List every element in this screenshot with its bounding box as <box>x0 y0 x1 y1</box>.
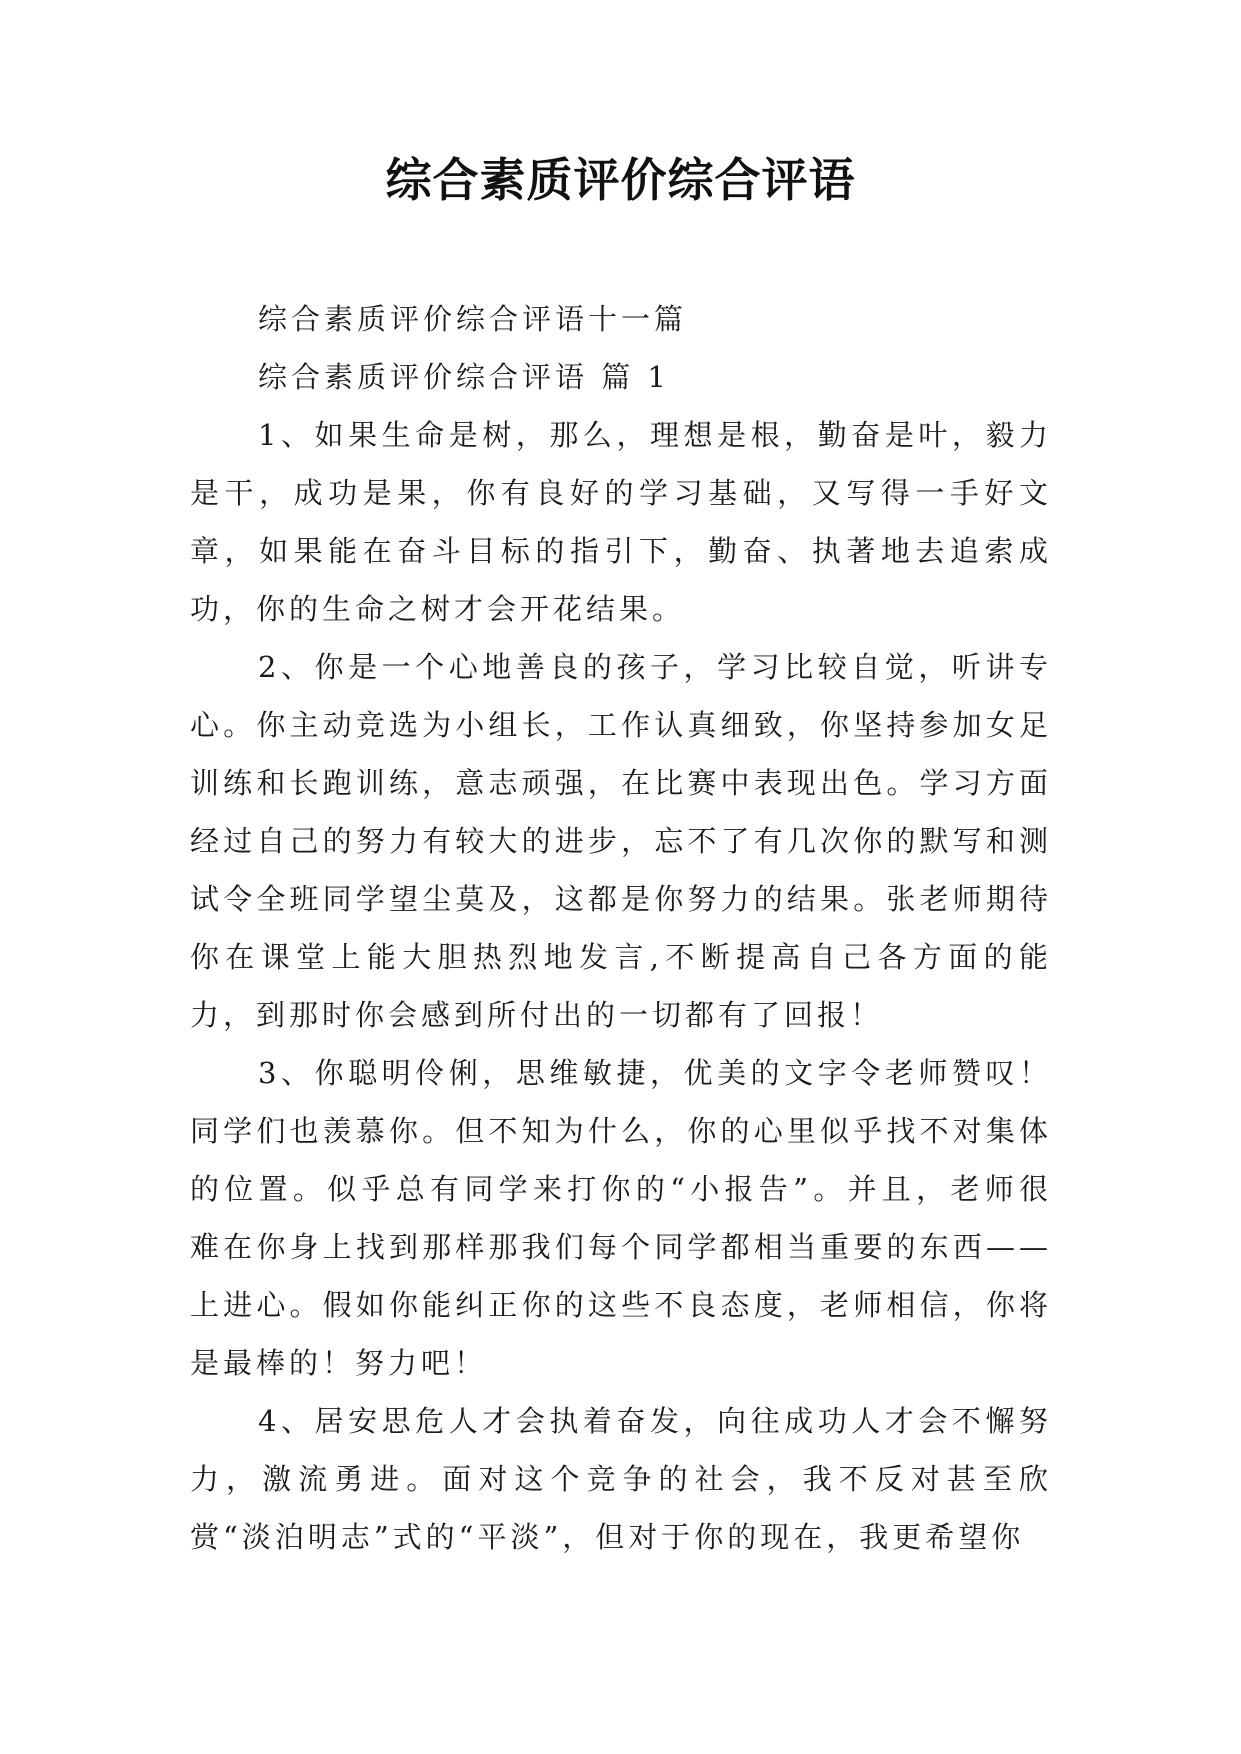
document-title: 综合素质评价综合评语 <box>385 153 856 207</box>
comment-paragraph-3: 3、你聪明伶俐，思维敏捷，优美的文字令老师赞叹！同学们也羡慕你。但不知为什么，你的心里似乎找不对集体的位置。似乎总有同学来打你的“小报告”。并且，老师很难在你身上找到那样那我们每个同学都相当重要的东西——上进心。假如你能纠正你的这些不良态度，老师相信，你将是最棒的！努力吧！ <box>190 1056 1052 1380</box>
comment-paragraph-1: 1、如果生命是树，那么，理想是根，勤奋是叶，毅力是干，成功是果，你有良好的学习基础，又写得一手好文章，如果能在奋斗目标的指引下，勤奋、执著地去追索成功，你的生命之树才会开花结果。 <box>190 418 1052 626</box>
section-heading: 综合素质评价综合评语 篇 1 <box>258 360 670 394</box>
document-body <box>190 290 1052 1566</box>
subtitle-paragraph: 综合素质评价综合评语十一篇 <box>258 302 688 336</box>
comment-paragraph-4: 4、居安思危人才会执着奋发，向往成功人才会不懈努力，激流勇进。面对这个竞争的社会，我不反对甚至欣赏“淡泊明志”式的“平淡”，但对于你的现在，我更希望你 <box>190 1404 1052 1554</box>
comment-paragraph-2: 2、你是一个心地善良的孩子，学习比较自觉，听讲专心。你主动竞选为小组长，工作认真细致，你坚持参加女足训练和长跑训练，意志顽强，在比赛中表现出色。学习方面经过自己的努力有较大的进步，忘不了有几次你的默写和测试令全班同学望尘莫及，这都是你努力的结果。张老师期待你在课堂上能大胆热烈地发言,不断提高自己各方面的能力，到那时你会感到所付出的一切都有了回报！ <box>190 650 1052 1032</box>
